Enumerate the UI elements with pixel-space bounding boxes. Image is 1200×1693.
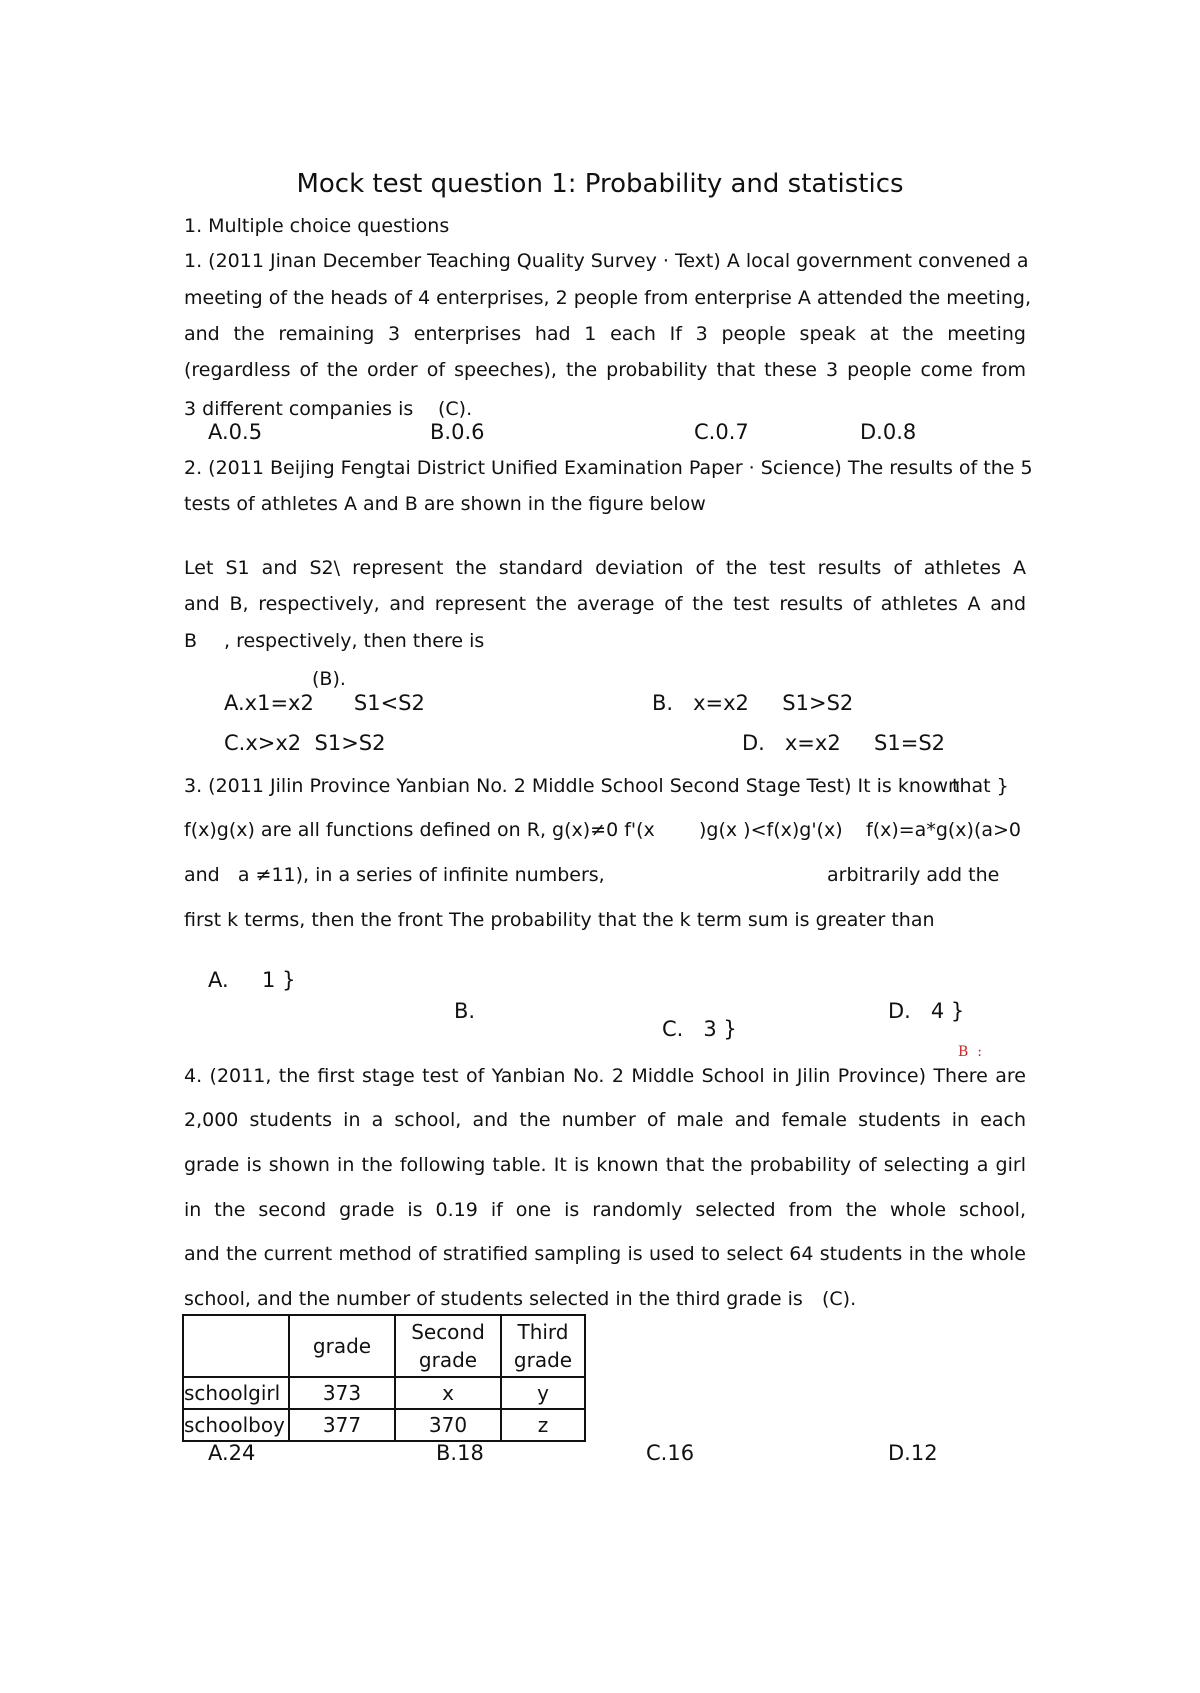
grade-table	[182, 1314, 586, 1442]
q1-line-2: meeting of the heads of 4 enterprises, 2 people from enterprise A attended the meeting,	[184, 287, 1032, 309]
table-cell: schoolgirl	[183, 1377, 289, 1409]
q3-line-1-a: 3. (2011 Jilin Province Yanbian No. 2 Middle School Second Stage Test) It is known	[184, 775, 961, 797]
q4-line-5: and the current method of stratified sampling is used to select 64 students in the whole	[184, 1243, 1026, 1265]
table-header-cell: Second grade	[395, 1315, 501, 1377]
section-heading: 1. Multiple choice questions	[184, 215, 450, 237]
q3-line-3-a: and a ≠11), in a series of infinite numbers,	[184, 864, 605, 886]
q4-line-3: grade is shown in the following table. It is known that the probability of selecting a girl	[184, 1154, 1026, 1176]
q1-line-4: (regardless of the order of speeches), the probability that these 3 people come from	[184, 359, 1026, 381]
q3-option-a: A. 1 }	[208, 968, 296, 992]
q2-answer: (B).	[312, 668, 346, 690]
q1-line-3: and the remaining 3 enterprises had 1 each If 3 people speak at the meeting	[184, 323, 1026, 345]
q4-answer: (C).	[822, 1288, 857, 1310]
q4-option-d: D.12	[888, 1441, 938, 1465]
q2-line-2: tests of athletes A and B are shown in the figure below	[184, 493, 706, 515]
q3-line-4: first k terms, then the front The probability that the k term sum is greater than	[184, 909, 935, 931]
table-header-cell: Third grade	[501, 1315, 585, 1377]
table-cell: z	[501, 1409, 585, 1441]
q3-line-3-b: arbitrarily add the	[827, 864, 1000, 886]
q2-option-c: C.x>x2 S1>S2	[224, 731, 386, 755]
table-header-cell: grade	[289, 1315, 395, 1377]
q4-line-1: 4. (2011, the first stage test of Yanbian No. 2 Middle School in Jilin Province) There are	[184, 1065, 1026, 1087]
q2-option-b: B. x=x2 S1>S2	[652, 691, 854, 715]
table-row	[183, 1409, 585, 1441]
q1-line-1: 1. (2011 Jinan December Teaching Quality Survey · Text) A local government convened a	[184, 250, 1029, 272]
table-cell: 370	[395, 1409, 501, 1441]
table-cell: y	[501, 1377, 585, 1409]
q2-option-d: D. x=x2 S1=S2	[742, 731, 946, 755]
table-cell: 377	[289, 1409, 395, 1441]
q3-line-2-c: f(x)=a*g(x)(a>0	[866, 819, 1022, 841]
q3-option-b: B.	[454, 999, 476, 1023]
q2-line-5-b: , respectively, then there is	[224, 630, 485, 652]
q3-line-2-a: f(x)g(x) are all functions defined on R, g(x)≠0 f'(x	[184, 819, 655, 841]
table-header-row	[183, 1315, 585, 1377]
q1-option-b: B.0.6	[430, 420, 485, 444]
table-cell: x	[395, 1377, 501, 1409]
q4-line-2: 2,000 students in a school, and the number of male and female students in each	[184, 1109, 1026, 1131]
table-header-cell	[183, 1315, 289, 1377]
q1-answer: (C).	[438, 398, 473, 420]
q2-option-a: A.x1=x2 S1<S2	[224, 691, 425, 715]
q3-line-1-b: that }	[952, 775, 1009, 797]
q3-option-d: D. 4 }	[888, 999, 965, 1023]
page-title: Mock test question 1: Probability and statistics	[296, 169, 904, 199]
q2-line-5-a: B	[184, 630, 198, 652]
q3-option-c: C. 3 }	[662, 1017, 737, 1041]
q2-line-3: Let S1 and S2\ represent the standard deviation of the test results of athletes A	[184, 557, 1026, 579]
q4-option-b: B.18	[436, 1441, 484, 1465]
q2-line-4: and B, respectively, and represent the average of the test results of athletes A and	[184, 593, 1026, 615]
table-cell: 373	[289, 1377, 395, 1409]
q2-line-1: 2. (2011 Beijing Fengtai District Unified Examination Paper · Science) The results of the 5	[184, 457, 1033, 479]
q4-line-4: in the second grade is 0.19 if one is randomly selected from the whole school,	[184, 1199, 1026, 1221]
q1-option-c: C.0.7	[694, 420, 749, 444]
q4-line-6: school, and the number of students selected in the third grade is	[184, 1288, 803, 1310]
q3-line-2-b: )g(x )<f(x)g'(x)	[699, 819, 843, 841]
q1-option-d: D.0.8	[860, 420, 917, 444]
q1-option-a: A.0.5	[208, 420, 263, 444]
q4-option-c: C.16	[646, 1441, 695, 1465]
table-row	[183, 1377, 585, 1409]
answer-mark: B :	[958, 1044, 982, 1060]
q1-line-5: 3 different companies is	[184, 398, 414, 420]
table-cell: schoolboy	[183, 1409, 289, 1441]
q4-option-a: A.24	[208, 1441, 256, 1465]
